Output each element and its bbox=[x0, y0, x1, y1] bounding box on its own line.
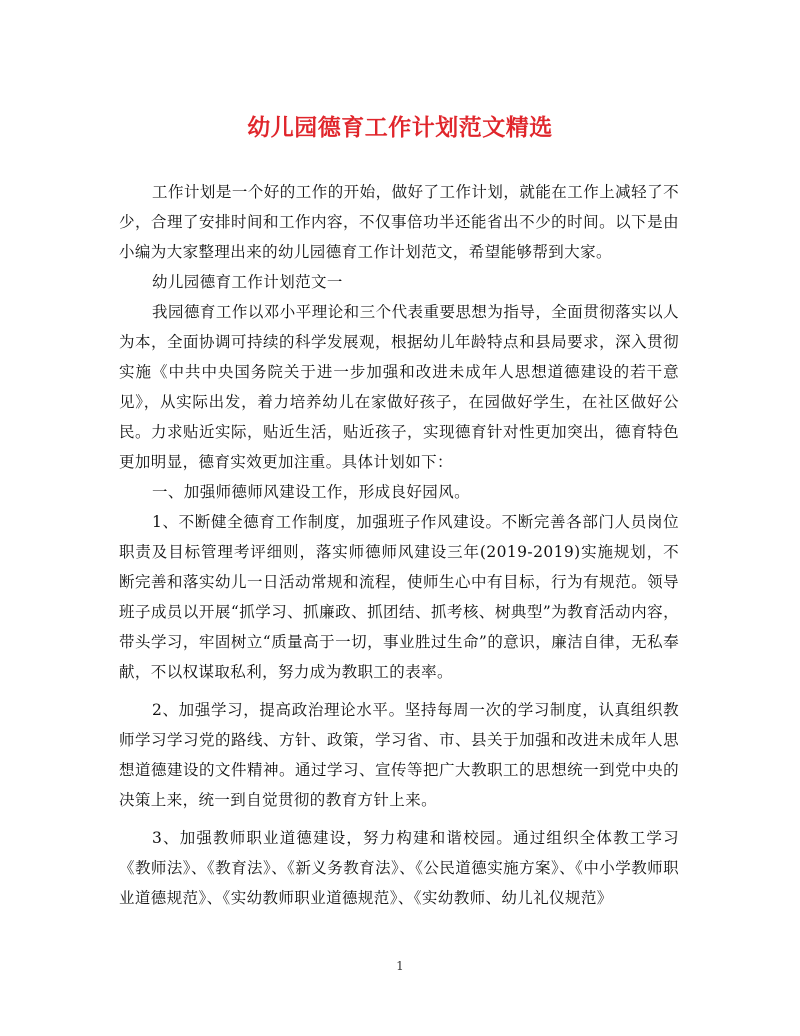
document-title: 幼儿园德育工作计划范文精选 bbox=[247, 114, 553, 141]
overview-paragraph: 我园德育工作以邓小平理论和三个代表重要思想为指导，全面贯彻落实以人为本，全面协调可持续的科学发展观，根据幼儿年龄特点和县局要求，深入贯彻实施《中共中央国务院关于进一步加强和改进未成年人思想道德建设的若干意见》，从实际出发，着力培养幼儿在家做好孩子，在园做好学生，在社区做好公民。力求贴近实际，贴近生活，贴近孩子，实现德育针对性更加突出，德育特色更加明显，德育实效更加注重。具体计划如下： bbox=[119, 303, 679, 471]
intro-paragraph: 工作计划是一个好的工作的开始，做好了工作计划，就能在工作上减轻了不少，合理了安排时间和工作内容，不仅事倍功半还能省出不少的时间。以下是由小编为大家整理出来的幼儿园德育工作计划范文，希望能够帮到大家。 bbox=[119, 183, 679, 261]
section-heading-sample-one: 幼儿园德育工作计划范文一 bbox=[152, 273, 343, 291]
document-body bbox=[119, 177, 679, 913]
page-number: 1 bbox=[396, 959, 404, 973]
item-1-paragraph: 1、不断健全德育工作制度，加强班子作风建设。不断完善各部门人员岗位职责及目标管理考评细则，落实师德师风建设三年(2019-2019)实施规划，不断完善和落实幼儿一日活动常规和流程，使师生心中有目标，行为有规范。领导班子成员以开展“抓学习、抓廉政、抓团结、抓考核、树典型”为教育活动内容，带头学习，牢固树立“质量高于一切，事业胜过生命”的意识，廉洁自律，无私奉献，不以权谋取私利，努力成为教职工的表率。 bbox=[119, 513, 679, 681]
item-3-paragraph: 3、加强教师职业道德建设，努力构建和谐校园。通过组织全体教工学习《教师法》、《教育法》、《新义务教育法》、《公民道德实施方案》、《中小学教师职业道德规范》、《实幼教师职业道德规范》、《实幼教师、幼儿礼仪规范》 bbox=[119, 829, 679, 907]
item-2-paragraph: 2、加强学习，提高政治理论水平。坚持每周一次的学习制度，认真组织教师学习学习党的路线、方针、政策，学习省、市、县关于加强和改进未成年人思想道德建设的文件精神。通过学习、宣传等把广大教职工的思想统一到党中央的决策上来，统一到自觉贯彻的教育方针上来。 bbox=[119, 701, 679, 809]
section-heading-ethics: 一、加强师德师风建设工作，形成良好园风。 bbox=[152, 483, 471, 501]
